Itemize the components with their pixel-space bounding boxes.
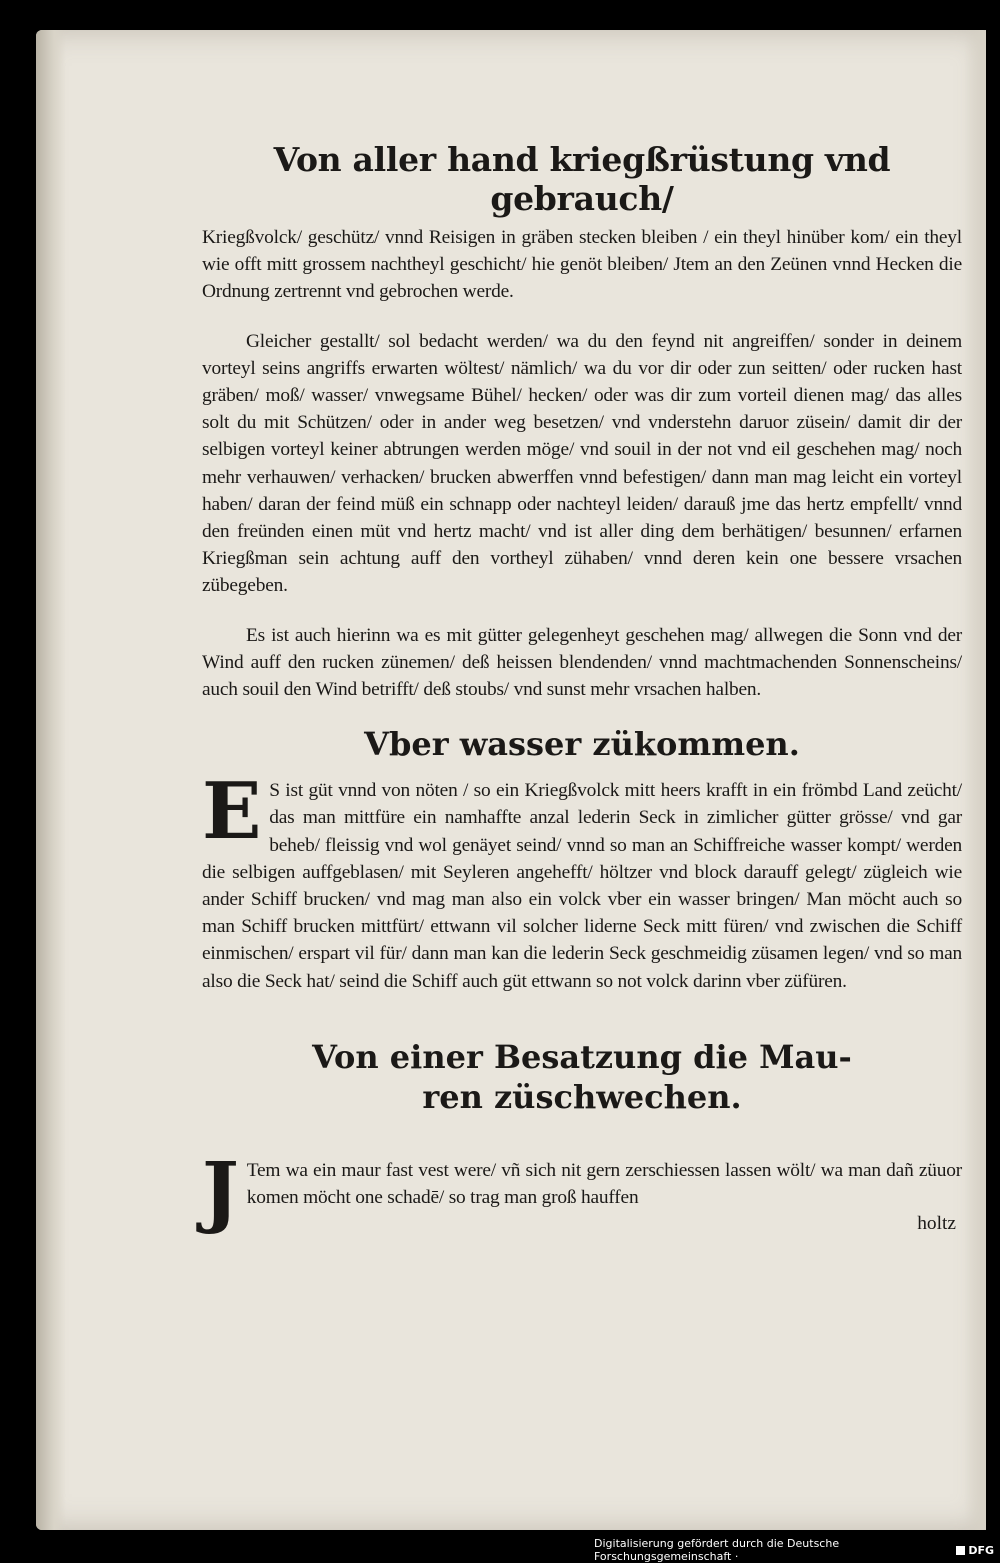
dfg-logo-text: DFG: [968, 1543, 994, 1557]
page-edge: [964, 30, 986, 1530]
paragraph-3: Es ist auch hierinn wa es mit gütter gelegenheyt geschehen mag/ allwegen die Sonn vnd der Wind auff den rucken zünemen/ deß heissen blendenden/ vnnd machtmachenden Sonnenscheins/ auch souil den Wind betrifft/ deß stoubs/ vnd sunst mehr vrsachen halben.: [202, 624, 962, 701]
section-heading-water: Vber wasser zükommen.: [364, 725, 800, 764]
section-water-text: S ist güt vnnd von nöten / so ein Kriegßvolck mitt heers krafft in ein frömbd Land zeücht/ das man mittfüre ein namhaffte anzal lederin Seck in zimlicher gütter grösse/ vnd gar beheb/ fleissig vnd wol genäyet seind/ vnnd so man an Schiffreiche wasser kompt/ werden die selbigen auffgeblasen/ mit Seyleren angehefft/ höltzer vnd block darauff gelegt/ züglеich wie ander Schiff brucken/ vnd mag man also ein volck vber ein wasser bringen/ Man möcht auch so man Schiff brucken mittfürt/ ettwann vil solcher liderne Seck mitt füren/ vnd zwischen die Schiff einmischen/ erspart vil für/ dann man kan die lederin Seck geschmeidig züsamen legen/ vnd so man also die Seck hat/ seind die Schiff auch güt ettwann so not volck darinn vber züfüren.: [202, 780, 962, 992]
dropcap-e: E: [202, 766, 262, 858]
footer-text: Digitalisierung gefördert durch die Deutsche Forschungsgemeinschaft ·: [594, 1537, 840, 1563]
page-content: [202, 140, 962, 1235]
section-heading-walls: [202, 1037, 962, 1117]
dfg-logo-icon: [956, 1544, 994, 1557]
paragraph-2: Gleicher gestallt/ sol bedacht werden/ wa du den feynd nit angreiffen/ sonder in deinem vorteyl seins angriffs erwarten wöltest/ nämlich/ wa du vor dir oder zun seitten/ oder rucken hast gräben/ moß/ wasser/ vnwegsame Bühel/ hecken/ oder was dir zum vorteil dienen mag/ das alles solt du mit Schützen/ oder in ander weg besetzen/ vnd vnderstehn daruor züsein/ damit dir der selbigen vorteyl keiner abtrungen werden möge/ vnd souil in der not vnd eil geschehen mag/ noch mehr verhauwen/ verhacken/ brucken abwerffen vnnd befestigen/ dann man mag leicht ein vorteyl haben/ daran der feind müß ein schnapp oder nachteyl leiden/ darauß jme das hertz empfellt/ vnnd den freünden einen müt vnd hertz macht/ vnd ist aller ding dem berhätigen/ besunnen/ erfarnen Kriegßman sein achtung auff den vortheyl zühaben/ vnnd deren kein one bessere vrsachen zübegeben.: [202, 330, 962, 597]
dropcap-j: J: [202, 1145, 239, 1237]
page-gutter: [36, 30, 66, 1530]
dfg-logo-square: [956, 1546, 965, 1555]
footer-bar: [594, 1537, 1000, 1563]
section-water-paragraph: [202, 766, 962, 995]
catchword: holtz: [917, 1213, 956, 1235]
section-heading-walls-line1: Von einer Besatzung die Mau-: [312, 1037, 852, 1076]
section-walls-text: Tem wa ein maur fast vest were/ vñ sich nit gern zerschiessen lassen wölt/ wa man dañ züuor komen möcht one schadē/ so trag man groß hauffen: [246, 1159, 962, 1209]
section-heading-walls-line2: ren züschwechen.: [422, 1077, 742, 1116]
paragraph-1: Kriegßvolck/ geschütz/ vnnd Reisigen in gräben stecken bleiben / ein theyl hinüber kom/ ein theyl wie offt mitt grossem nachtheyl geschicht/ hie genöt bleiben/ Jtem an den Zeünen vnnd Hecken die Ordnung zertrennt vnd gebrochen werde.: [202, 227, 962, 303]
page-heading: Von aller hand kriegßrüstung vnd gebrauch/: [273, 140, 891, 218]
scanned-page: [36, 30, 986, 1530]
